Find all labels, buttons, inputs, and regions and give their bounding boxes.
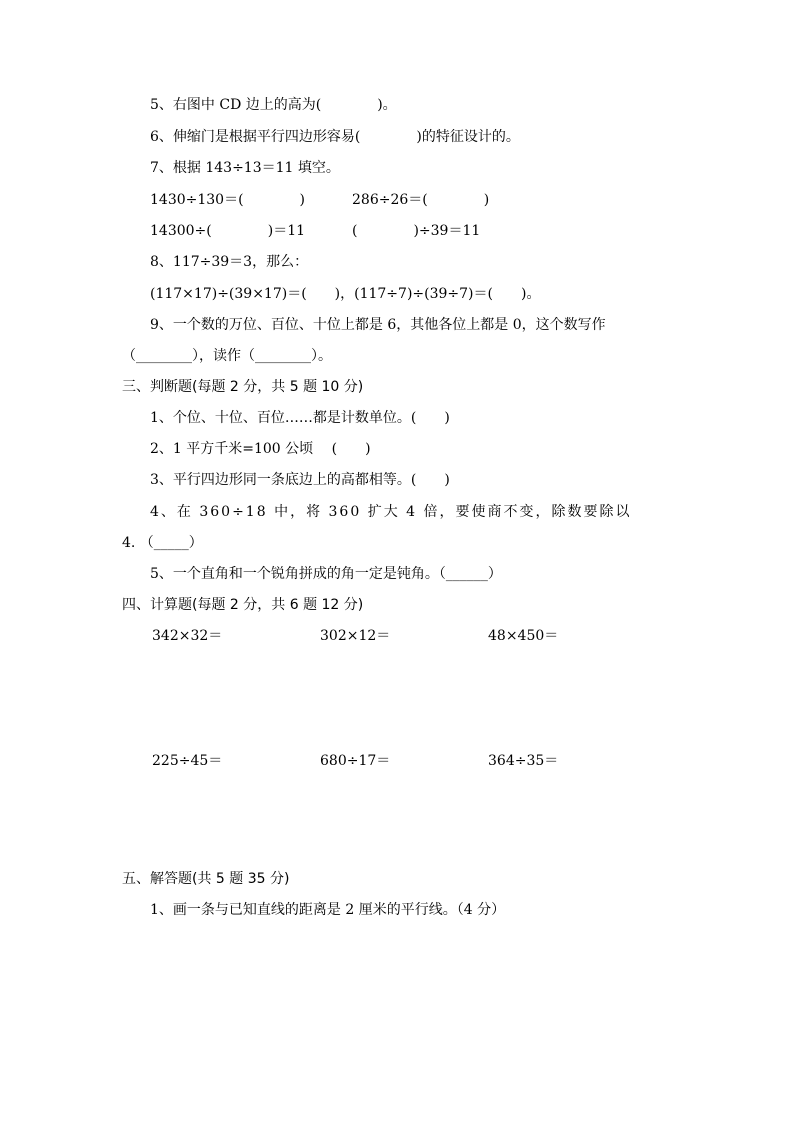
calc-item: 48×450＝ [488, 628, 559, 644]
fill-question-8-expression: (117×17)÷(39×17)＝( )，(117÷7)÷(39÷7)＝( )。 [150, 286, 541, 302]
answer-question-1: 1、画一条与已知直线的距离是 2 厘米的平行线。（4 分） [150, 902, 506, 918]
fill-question-7-d: ( )÷39＝11 [352, 223, 481, 239]
judge-question-3: 3、平行四边形同一条底边上的高都相等。( ) [150, 472, 450, 488]
judge-question-4-line-2: 4. （_____） [122, 535, 203, 551]
judge-section-title: 三、判断题(每题 2 分，共 5 题 10 分) [122, 379, 364, 395]
calc-item: 342×32＝ [152, 628, 223, 644]
calc-item: 680÷17＝ [320, 753, 391, 769]
calc-item: 302×12＝ [320, 628, 391, 644]
judge-question-2: 2、1 平方千米=100 公顷 ( ) [150, 441, 371, 457]
fill-question-7-c: 14300÷( )＝11 [150, 223, 306, 239]
judge-question-5: 5、一个直角和一个锐角拼成的角一定是钝角。（______） [150, 566, 502, 582]
fill-question-9-line-1: 9、一个数的万位、百位、十位上都是 6，其他各位上都是 0，这个数写作 [150, 317, 606, 333]
fill-question-7-b: 286÷26＝( ) [352, 192, 490, 208]
calc-section-title: 四、计算题(每题 2 分，共 6 题 12 分) [122, 597, 364, 613]
judge-question-1: 1、个位、十位、百位……都是计数单位。( ) [150, 410, 450, 426]
fill-question-6: 6、伸缩门是根据平行四边形容易( )的特征设计的。 [150, 129, 520, 145]
fill-question-5: 5、右图中 CD 边上的高为( )。 [150, 97, 397, 113]
answer-section-title: 五、解答题(共 5 题 35 分) [122, 871, 290, 887]
fill-question-9-line-2: （________），读作（________）。 [122, 348, 332, 364]
calc-item: 364÷35＝ [488, 753, 559, 769]
fill-question-7-a: 1430÷130＝( ) [150, 192, 306, 208]
fill-question-8: 8、117÷39＝3，那么： [150, 254, 309, 270]
judge-question-4-line-1: 4、在 360÷18 中，将 360 扩大 4 倍，要使商不变，除数要除以 [150, 504, 632, 520]
calc-item: 225÷45＝ [152, 753, 223, 769]
fill-question-7: 7、根据 143÷13＝11 填空。 [150, 160, 340, 176]
